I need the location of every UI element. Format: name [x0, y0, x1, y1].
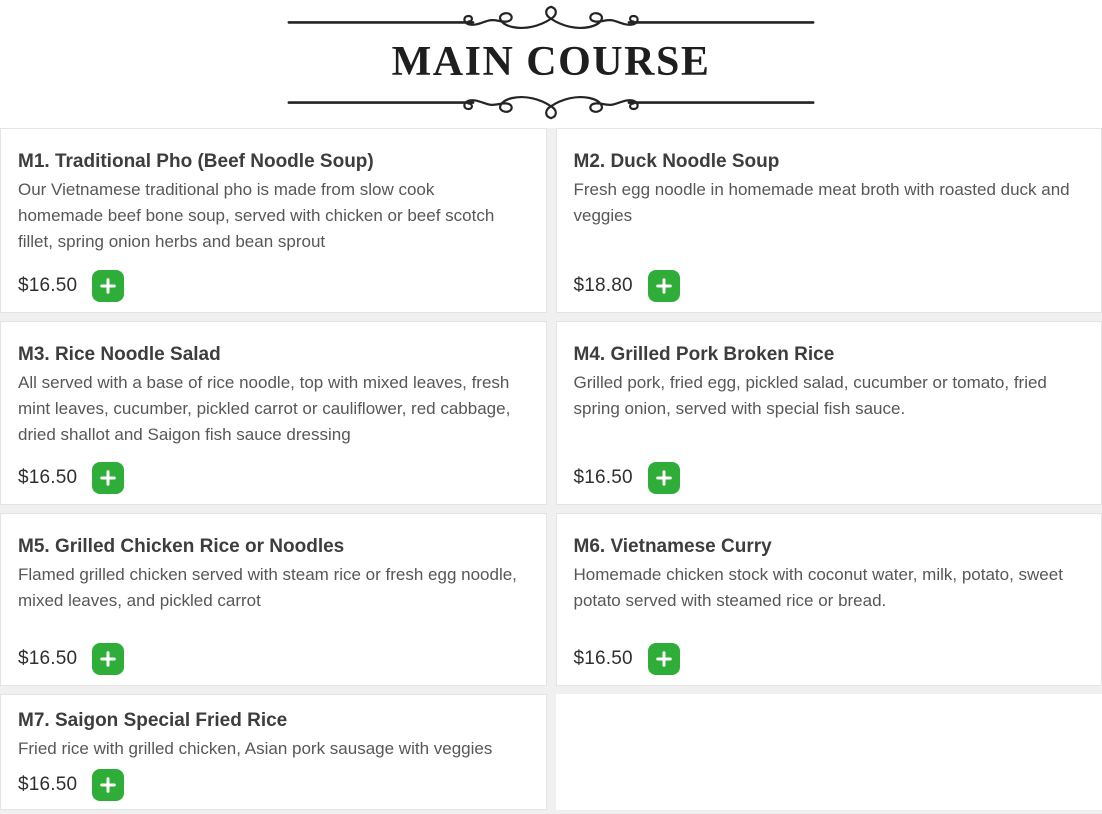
plus-icon: [98, 468, 118, 488]
menu-item-name: M4. Grilled Pork Broken Rice: [574, 342, 1084, 368]
add-to-order-button[interactable]: [648, 462, 680, 494]
add-to-order-button[interactable]: [648, 643, 680, 675]
menu-item-description: Homemade chicken stock with coconut water, milk, potato, sweet potato served with steamed rice or bread.: [574, 562, 1074, 614]
plus-icon: [654, 468, 674, 488]
menu-item-description: All served with a base of rice noodle, top with mixed leaves, fresh mint leaves, cucumber, pickled carrot or cauliflower, red cabbage, dried shallot and Saigon fish sauce dressing: [18, 370, 518, 448]
menu-item-description: Our Vietnamese traditional pho is made from slow cook homemade beef bone soup, served with chicken or beef scotch fillet, spring onion herbs and bean sprout: [18, 177, 518, 255]
menu-section-header: [0, 0, 1102, 120]
menu-item-description: Flamed grilled chicken served with steam rice or fresh egg noodle, mixed leaves, and pickled carrot: [18, 562, 518, 614]
menu-item-price: $16.50: [574, 648, 633, 670]
menu-item-name: M3. Rice Noodle Salad: [18, 342, 528, 368]
menu-item-name: M1. Traditional Pho (Beef Noodle Soup): [18, 149, 528, 175]
plus-icon: [98, 775, 118, 795]
menu-item-price-row: [18, 762, 528, 801]
plus-icon: [654, 649, 674, 669]
add-to-order-button[interactable]: [92, 769, 124, 801]
menu-item-price-row: [18, 450, 528, 494]
flourish-ornament-bottom: [262, 87, 840, 120]
menu-item-card: [0, 513, 547, 686]
menu-item-description: Fresh egg noodle in homemade meat broth with roasted duck and veggies: [574, 177, 1074, 229]
menu-item-price-row: [574, 450, 1084, 494]
add-to-order-button[interactable]: [92, 270, 124, 302]
menu-item-card: [556, 513, 1102, 686]
flourish-ornament-top: [262, 5, 840, 38]
add-to-order-button[interactable]: [92, 643, 124, 675]
menu-item-name: M6. Vietnamese Curry: [574, 534, 1084, 560]
empty-grid-cell: [556, 694, 1102, 810]
page-title: MAIN COURSE: [392, 39, 711, 85]
add-to-order-button[interactable]: [92, 462, 124, 494]
menu-item-price-row: [574, 258, 1084, 302]
menu-item-price-row: [18, 631, 528, 675]
menu-item-price-row: [18, 258, 528, 302]
menu-item-card: [0, 321, 547, 505]
plus-icon: [98, 276, 118, 296]
menu-item-name: M2. Duck Noodle Soup: [574, 149, 1084, 175]
plus-icon: [654, 276, 674, 296]
menu-item-card: [556, 321, 1102, 505]
menu-item-price: $18.80: [574, 275, 633, 297]
menu-item-price: $16.50: [18, 774, 77, 796]
menu-item-description: Grilled pork, fried egg, pickled salad, cucumber or tomato, fried spring onion, served with special fish sauce.: [574, 370, 1074, 422]
menu-item-card: [0, 694, 547, 810]
menu-item-price-row: [574, 631, 1084, 675]
menu-item-name: M7. Saigon Special Fried Rice: [18, 708, 528, 734]
menu-item-card: [556, 128, 1102, 313]
menu-item-name: M5. Grilled Chicken Rice or Noodles: [18, 534, 528, 560]
menu-item-card: [0, 128, 547, 313]
add-to-order-button[interactable]: [648, 270, 680, 302]
menu-item-price: $16.50: [18, 275, 77, 297]
menu-item-description: Fried rice with grilled chicken, Asian pork sausage with veggies: [18, 736, 518, 762]
menu-item-price: $16.50: [574, 467, 633, 489]
menu-item-price: $16.50: [18, 648, 77, 670]
menu-items-grid: [0, 128, 1102, 814]
plus-icon: [98, 649, 118, 669]
menu-item-price: $16.50: [18, 467, 77, 489]
